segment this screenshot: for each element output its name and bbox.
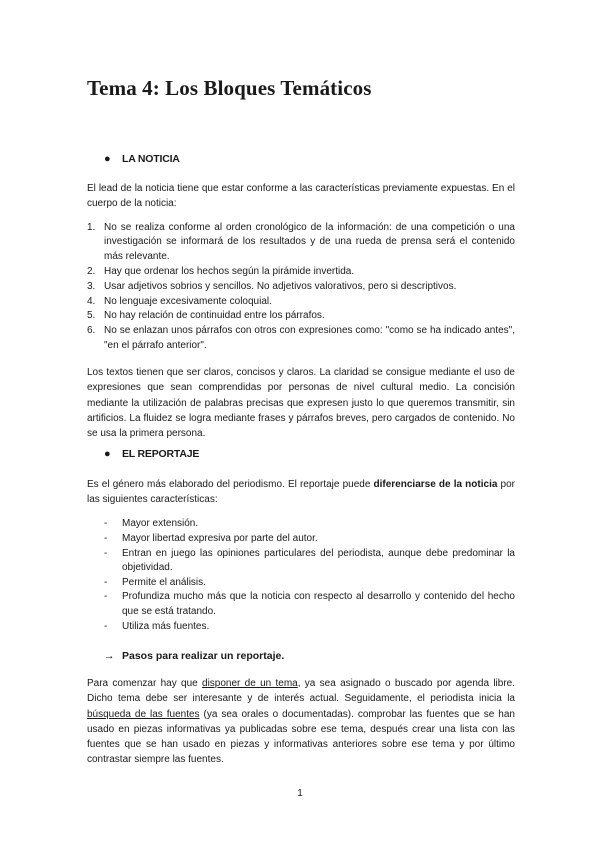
noticia-list [87, 221, 515, 354]
list-item: 6. No se enlazan unos párrafos con otros con expresiones como: "como se ha indicado antes", "en el párrafo anterior". [87, 325, 515, 351]
arrow-right-icon: → [104, 650, 115, 662]
list-item: 4. No lenguaje excesivamente coloquial. [87, 295, 272, 307]
reportaje-intro: Es el género más elaborado del periodismo. El reportaje puede diferenciarse de la noticia por las siguientes características: [87, 479, 516, 506]
list-item: 3. Usar adjetivos sobrios y sencillos. No adjetivos valorativos, pero si descriptivos. [87, 280, 457, 292]
subsection-heading-label: Pasos para realizar un reportaje. [122, 650, 285, 662]
list-item: - Utiliza más fuentes. [104, 620, 210, 632]
list-item: - Mayor extensión. [104, 518, 199, 529]
list-item: - Permite el análisis. [104, 576, 206, 588]
bullet-icon: ● [104, 448, 111, 460]
noticia-closing-paragraph: Los textos tienen que ser claros, concisos y claros. La claridad se consigue mediante el uso de expresiones que sean comprendidas por personas de nivel cultural medio. La concisión mediante la utilización de palabras precisas que expresen justo lo que queremos transmitir, sin artificios. La fluidez se logra mediante frases y párrafos breves, pero cargados de contenido. No se usa la primera persona. [87, 367, 515, 440]
page-number: 1 [297, 788, 303, 799]
list-item: 2. Hay que ordenar los hechos según la pirámide invertida. [87, 265, 355, 277]
list-item: - Profundiza mucho más que la noticia con respecto al desarrollo y contenido del hecho que se está tratando. [104, 591, 515, 617]
subsection-heading-pasos [104, 650, 284, 662]
section-heading-label: EL REPORTAJE [122, 448, 200, 460]
list-item: - Mayor libertad expresiva por parte del autor. [104, 532, 318, 544]
list-item: - Entran en juego las opiniones particulares del periodista, aunque debe predominar la objetividad. [104, 547, 515, 573]
pasos-paragraph: Para comenzar hay que disponer de un tema, ya sea asignado o buscado por agenda libre. Dicho tema debe ser interesante y de interés actual. Seguidamente, el periodista inicia la búsqueda de las fuentes (ya sea orales o documentadas). comprobar las fuentes que se han usado en piezas informativas ya publicadas sobre ese tema, después crear una lista con las fuentes que se han usado en piezas y informativas anteriores sobre ese tema y por último contrastar siempre las fuentes. [87, 678, 515, 766]
section-heading-noticia [104, 153, 180, 165]
section-heading-reportaje [104, 448, 199, 460]
section-heading-label: LA NOTICIA [122, 153, 180, 165]
bullet-icon: ● [104, 153, 111, 165]
reportaje-characteristics-list [104, 517, 515, 634]
list-item: 5. No hay relación de continuidad entre los párrafos. [87, 310, 325, 322]
page-title: Tema 4: Los Bloques Temáticos [87, 76, 372, 100]
list-item: 1. No se realiza conforme al orden cronológico de la información: de una competición o una investigación se informará de los resultados y de una rueda de prensa será el contenido más relevante. [87, 222, 515, 262]
noticia-intro: El lead de la noticia tiene que estar conforme a las características previamente expuestas. En el cuerpo de la noticia: [87, 183, 515, 210]
